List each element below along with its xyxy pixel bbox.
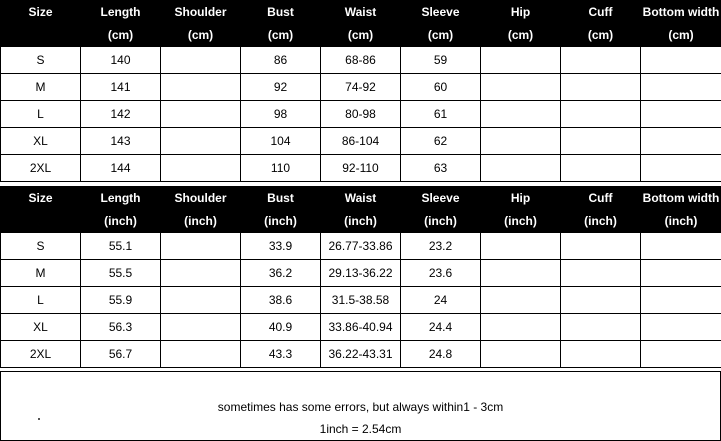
column-unit: (cm) bbox=[321, 24, 401, 47]
value-cell: 61 bbox=[401, 101, 481, 128]
value-cell: 24.8 bbox=[401, 341, 481, 368]
value-cell bbox=[161, 128, 241, 155]
table-row bbox=[1, 155, 721, 182]
value-cell bbox=[561, 314, 641, 341]
value-cell: 31.5-38.58 bbox=[321, 287, 401, 314]
value-cell: 142 bbox=[81, 101, 161, 128]
value-cell bbox=[481, 128, 561, 155]
value-cell: 104 bbox=[241, 128, 321, 155]
column-unit bbox=[1, 24, 81, 47]
value-cell bbox=[161, 101, 241, 128]
value-cell bbox=[481, 314, 561, 341]
value-cell bbox=[161, 341, 241, 368]
value-cell bbox=[561, 128, 641, 155]
column-unit: (inch) bbox=[161, 210, 241, 233]
value-cell: 26.77-33.86 bbox=[321, 233, 401, 260]
column-header: Sleeve bbox=[401, 187, 481, 210]
table-row bbox=[1, 287, 721, 314]
column-header: Bottom width bbox=[641, 187, 721, 210]
note-tolerance: sometimes has some errors, but always within1 - 3cm bbox=[217, 400, 504, 414]
column-unit bbox=[1, 210, 81, 233]
value-cell bbox=[481, 155, 561, 182]
size-cell: S bbox=[1, 233, 81, 260]
value-cell: 110 bbox=[241, 155, 321, 182]
column-header: Length bbox=[81, 1, 161, 24]
value-cell: 62 bbox=[401, 128, 481, 155]
column-unit: (inch) bbox=[81, 210, 161, 233]
column-unit: (cm) bbox=[241, 24, 321, 47]
value-cell: 56.3 bbox=[81, 314, 161, 341]
value-cell: 23.6 bbox=[401, 260, 481, 287]
value-cell bbox=[641, 287, 721, 314]
column-unit: (inch) bbox=[401, 210, 481, 233]
column-unit: (cm) bbox=[481, 24, 561, 47]
value-cell bbox=[161, 233, 241, 260]
value-cell bbox=[161, 287, 241, 314]
table-row bbox=[1, 260, 721, 287]
value-cell: 24.4 bbox=[401, 314, 481, 341]
value-cell: 141 bbox=[81, 74, 161, 101]
size-cell: 2XL bbox=[1, 155, 81, 182]
value-cell: 38.6 bbox=[241, 287, 321, 314]
size-cell: M bbox=[1, 74, 81, 101]
value-cell: 98 bbox=[241, 101, 321, 128]
value-cell: 86 bbox=[241, 47, 321, 74]
size-cell: XL bbox=[1, 314, 81, 341]
size-cell: S bbox=[1, 47, 81, 74]
column-header: Size bbox=[1, 1, 81, 24]
value-cell: 143 bbox=[81, 128, 161, 155]
value-cell: 144 bbox=[81, 155, 161, 182]
column-header: Cuff bbox=[561, 1, 641, 24]
column-header: Hip bbox=[481, 187, 561, 210]
notes-box bbox=[0, 371, 721, 441]
value-cell: 24 bbox=[401, 287, 481, 314]
value-cell: 74-92 bbox=[321, 74, 401, 101]
value-cell: 23.2 bbox=[401, 233, 481, 260]
value-cell bbox=[561, 155, 641, 182]
value-cell: 68-86 bbox=[321, 47, 401, 74]
column-header: Shoulder bbox=[161, 187, 241, 210]
header-row-labels bbox=[1, 1, 721, 24]
value-cell: 36.22-43.31 bbox=[321, 341, 401, 368]
column-header: Waist bbox=[321, 187, 401, 210]
value-cell: 29.13-36.22 bbox=[321, 260, 401, 287]
column-header: Hip bbox=[481, 1, 561, 24]
size-cell: L bbox=[1, 101, 81, 128]
value-cell bbox=[641, 233, 721, 260]
column-unit: (inch) bbox=[481, 210, 561, 233]
table-row bbox=[1, 128, 721, 155]
header-row-labels bbox=[1, 187, 721, 210]
table-row bbox=[1, 341, 721, 368]
column-unit: (inch) bbox=[561, 210, 641, 233]
value-cell: 40.9 bbox=[241, 314, 321, 341]
value-cell: 92-110 bbox=[321, 155, 401, 182]
column-unit: (cm) bbox=[561, 24, 641, 47]
value-cell: 55.5 bbox=[81, 260, 161, 287]
value-cell: 56.7 bbox=[81, 341, 161, 368]
value-cell bbox=[481, 101, 561, 128]
value-cell: 55.9 bbox=[81, 287, 161, 314]
stray-dot bbox=[38, 418, 40, 420]
column-unit: (cm) bbox=[161, 24, 241, 47]
header-row-units bbox=[1, 24, 721, 47]
value-cell: 80-98 bbox=[321, 101, 401, 128]
column-header: Sleeve bbox=[401, 1, 481, 24]
value-cell bbox=[561, 74, 641, 101]
value-cell: 63 bbox=[401, 155, 481, 182]
value-cell bbox=[641, 74, 721, 101]
value-cell bbox=[641, 101, 721, 128]
column-header: Size bbox=[1, 187, 81, 210]
value-cell: 140 bbox=[81, 47, 161, 74]
value-cell bbox=[481, 287, 561, 314]
value-cell: 86-104 bbox=[321, 128, 401, 155]
value-cell bbox=[641, 314, 721, 341]
value-cell: 33.9 bbox=[241, 233, 321, 260]
value-cell bbox=[561, 233, 641, 260]
size-cell: M bbox=[1, 260, 81, 287]
column-header: Bust bbox=[241, 1, 321, 24]
value-cell bbox=[481, 233, 561, 260]
table-row bbox=[1, 101, 721, 128]
column-header: Waist bbox=[321, 1, 401, 24]
value-cell bbox=[161, 260, 241, 287]
column-unit: (inch) bbox=[241, 210, 321, 233]
value-cell bbox=[561, 287, 641, 314]
size-cell: XL bbox=[1, 128, 81, 155]
column-unit: (cm) bbox=[641, 24, 721, 47]
value-cell bbox=[561, 260, 641, 287]
column-header: Bottom width bbox=[641, 1, 721, 24]
value-cell bbox=[481, 341, 561, 368]
value-cell bbox=[641, 155, 721, 182]
size-table-inch bbox=[0, 186, 721, 368]
column-unit: (cm) bbox=[401, 24, 481, 47]
value-cell bbox=[161, 155, 241, 182]
table-row bbox=[1, 233, 721, 260]
size-cell: L bbox=[1, 287, 81, 314]
value-cell bbox=[481, 47, 561, 74]
value-cell: 33.86-40.94 bbox=[321, 314, 401, 341]
size-table-cm bbox=[0, 0, 721, 182]
value-cell: 36.2 bbox=[241, 260, 321, 287]
table-row bbox=[1, 74, 721, 101]
table-row bbox=[1, 314, 721, 341]
value-cell bbox=[561, 101, 641, 128]
value-cell: 43.3 bbox=[241, 341, 321, 368]
value-cell bbox=[161, 314, 241, 341]
value-cell bbox=[641, 260, 721, 287]
note-conversion: 1inch = 2.54cm bbox=[319, 422, 402, 436]
value-cell bbox=[641, 341, 721, 368]
table-row bbox=[1, 47, 721, 74]
value-cell: 92 bbox=[241, 74, 321, 101]
value-cell bbox=[481, 260, 561, 287]
column-header: Length bbox=[81, 187, 161, 210]
value-cell: 59 bbox=[401, 47, 481, 74]
value-cell bbox=[481, 74, 561, 101]
value-cell bbox=[161, 74, 241, 101]
header-row-units bbox=[1, 210, 721, 233]
column-unit: (inch) bbox=[641, 210, 721, 233]
value-cell: 60 bbox=[401, 74, 481, 101]
size-cell: 2XL bbox=[1, 341, 81, 368]
column-header: Cuff bbox=[561, 187, 641, 210]
value-cell bbox=[161, 47, 241, 74]
value-cell bbox=[641, 128, 721, 155]
value-cell: 55.1 bbox=[81, 233, 161, 260]
column-unit: (cm) bbox=[81, 24, 161, 47]
column-header: Shoulder bbox=[161, 1, 241, 24]
column-unit: (inch) bbox=[321, 210, 401, 233]
column-header: Bust bbox=[241, 187, 321, 210]
value-cell bbox=[641, 47, 721, 74]
value-cell bbox=[561, 47, 641, 74]
value-cell bbox=[561, 341, 641, 368]
